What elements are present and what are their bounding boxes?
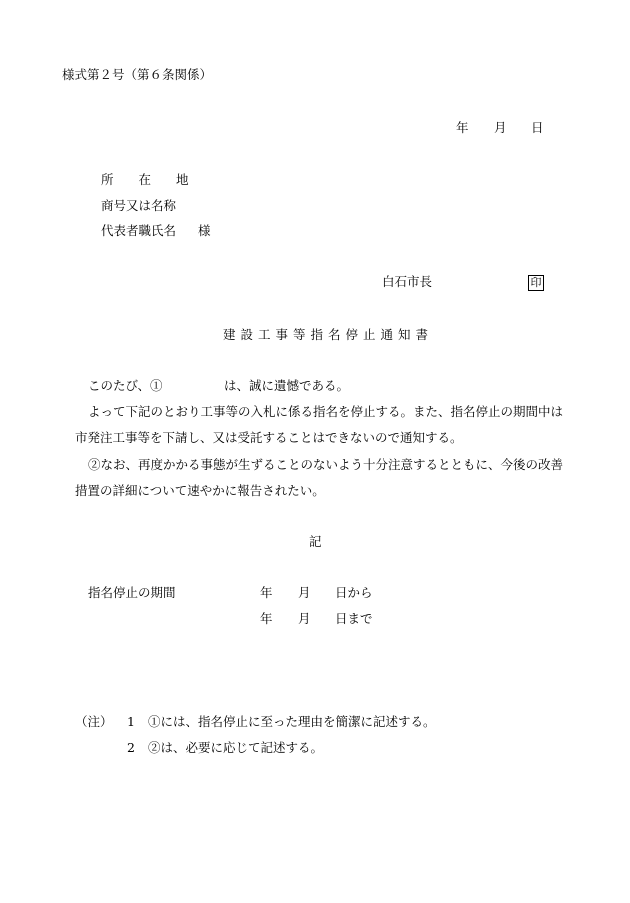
period-to-month: 月 — [298, 611, 311, 626]
body-paragraph2-line2: 市発注工事等を下請し、又は受託することはできないので通知する。 — [75, 430, 463, 445]
document-title: 建設工事等指名停止通知書 — [223, 327, 434, 342]
note-number: 1 — [127, 714, 135, 729]
note-text: ①には、指名停止に至った理由を簡潔に記述する。 — [148, 714, 436, 729]
period-to-year: 年 — [260, 611, 273, 626]
note-number: 2 — [127, 740, 135, 755]
body-line1-a: このたび、① — [88, 378, 163, 393]
notes-label: （注） — [75, 714, 113, 729]
date-month: 月 — [494, 120, 507, 135]
body-paragraph3-line2: 措置の詳細について速やかに報告されたい。 — [75, 483, 325, 498]
period-to-day: 日まで — [335, 611, 373, 626]
period-label: 指名停止の期間 — [88, 585, 176, 600]
seal-stamp: 印 — [528, 275, 544, 291]
body-paragraph3-line1: ②なお、再度かかる事態が生ずることのないよう十分注意するとともに、今後の改善 — [88, 457, 564, 472]
date-year: 年 — [456, 120, 469, 135]
period-from-year: 年 — [260, 585, 273, 600]
form-label: 様式第２号（第６条関係） — [62, 67, 213, 82]
period-from-day: 日から — [335, 585, 373, 600]
period-from-month: 月 — [298, 585, 311, 600]
ki-heading: 記 — [309, 534, 322, 549]
address-label: 所 在 地 — [101, 172, 189, 187]
company-label: 商号又は名称 — [101, 198, 177, 213]
note-text: ②は、必要に応じて記述する。 — [148, 740, 324, 755]
representative-label: 代表者職氏名 — [101, 223, 177, 238]
body-line1-b: は、誠に遺憾である。 — [224, 378, 350, 393]
honorific: 様 — [198, 223, 211, 238]
issuer-title: 白石市長 — [382, 274, 433, 289]
body-paragraph2-line1: よって下記のとおり工事等の入札に係る指名を停止する。また、指名停止の期間中は — [88, 404, 564, 419]
date-day: 日 — [531, 120, 544, 135]
